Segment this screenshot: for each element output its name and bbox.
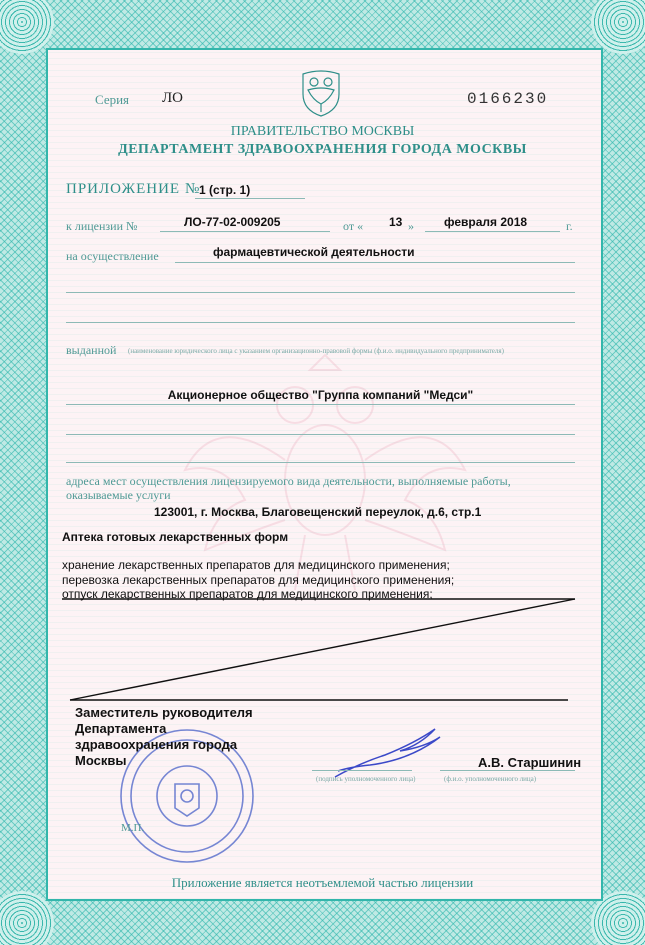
issued-to-label: выданной — [66, 343, 117, 357]
licensee-name: Акционерное общество "Группа компаний "Медси" — [167, 388, 474, 402]
signatory-name: А.В. Старшинин — [478, 755, 582, 770]
name-hint: (ф.и.о. уполномоченного лица) — [444, 775, 537, 783]
licensee-underline-2 — [66, 434, 575, 435]
license-date-underline — [425, 231, 560, 232]
activity-value: фармацевтической деятельности — [213, 245, 415, 259]
license-day-close: » — [408, 219, 414, 233]
signatory-title-line: Департамента — [75, 721, 167, 736]
seal-place-label: М.П. — [121, 822, 145, 834]
licensee-underline-3 — [66, 462, 575, 463]
licensee-underline — [66, 404, 575, 405]
blank-space-strike-lines — [60, 596, 585, 706]
addresses-label-line2: оказываемые услуги — [66, 488, 171, 502]
coat-of-arms-icon — [299, 66, 343, 118]
issued-to-hint: (наименование юридического лица с указанием организационно-правовой формы (ф.и.о. индивидуального предпринимателя) — [128, 347, 504, 355]
addresses-label-line1: адреса мест осуществления лицензируемого вида деятельности, выполняемые работы, — [66, 474, 511, 488]
appendix-number: 1 (стр. 1) — [199, 183, 251, 197]
signatory-title-line: Москвы — [75, 753, 127, 768]
license-day: 13 — [389, 215, 403, 229]
footer-note: Приложение является неотъемлемой частью лицензии — [171, 875, 474, 890]
appendix-number-underline — [195, 198, 305, 199]
signature-hint: (подпись уполномоченного лица) — [316, 775, 416, 783]
activity-label: на осуществление — [66, 249, 159, 263]
license-number-label: к лицензии № — [66, 219, 138, 233]
name-underline — [440, 770, 575, 771]
license-number-underline — [160, 231, 330, 232]
pharmacy-type: Аптека готовых лекарственных форм — [62, 530, 289, 544]
appendix-number-sign: № — [185, 181, 200, 197]
license-number: ЛО-77-02-009205 — [184, 215, 281, 229]
series-value: ЛО — [162, 90, 184, 106]
signatory-title-line: Заместитель руководителя — [75, 705, 253, 720]
signatory-title-line: здравоохранения города — [75, 737, 238, 752]
work-item: отпуск лекарственных препаратов для медицинского применения; — [62, 587, 433, 601]
license-month-year: февраля 2018 — [444, 215, 528, 229]
issuer-government: ПРАВИТЕЛЬСТВО МОСКВЫ — [230, 124, 415, 139]
appendix-label: ПРИЛОЖЕНИЕ — [66, 181, 181, 197]
handwritten-signature — [330, 725, 445, 780]
series-label: Серия — [95, 92, 130, 107]
signature-underline — [312, 770, 412, 771]
work-item: хранение лекарственных препаратов для медицинского применения; — [62, 558, 450, 572]
license-year-suffix: г. — [566, 219, 573, 233]
activity-underline — [175, 262, 575, 263]
work-item: перевозка лекарственных препаратов для медицинского применения; — [62, 573, 455, 587]
activity-underline-3 — [66, 322, 575, 323]
pharmacy-address: 123001, г. Москва, Благовещенский переулок, д.6, стр.1 — [154, 505, 482, 519]
license-date-from-label: от « — [343, 219, 364, 233]
serial-number: 0166230 — [467, 90, 549, 108]
issuer-department: ДЕПАРТАМЕНТ ЗДРАВООХРАНЕНИЯ ГОРОДА МОСКВЫ — [118, 142, 527, 157]
activity-underline-2 — [66, 292, 575, 293]
